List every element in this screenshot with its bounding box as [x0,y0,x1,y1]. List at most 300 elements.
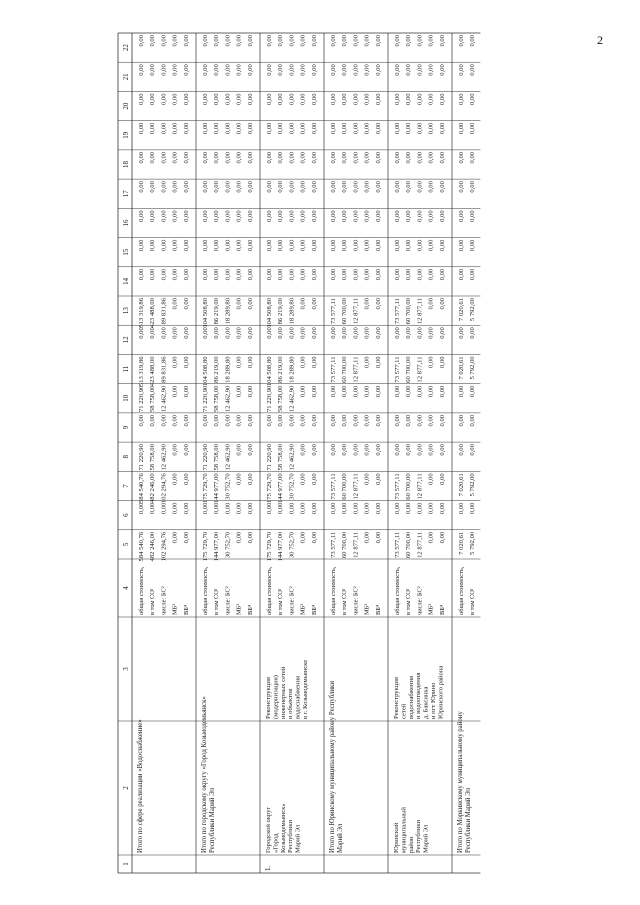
cell-value: 0,00 [182,181,190,193]
column-number: 19 [122,131,130,139]
cell-value: 0,00 [138,327,145,339]
cell-value: 58 758,00 [277,444,285,471]
cell-value: 0,00 [363,473,371,485]
column-number: 17 [122,190,130,198]
cell-value: 0,00 [330,181,337,193]
funding-label: в том СО¹ [469,588,477,615]
cell-value: 0,00 [394,444,401,456]
column-number: 6 [122,513,130,517]
cell-value: 0,00 [171,502,179,515]
cell-value: 58 758,00 [149,444,157,471]
cell-value: 0,00 [352,64,360,76]
cell-value: 12 462,90 [224,385,232,413]
cell-value: 0,00 [213,414,221,427]
cell-value: 0,00 [288,210,296,222]
cell-value: 0,00 [266,181,273,193]
funding-label: числе: БС² [416,586,424,615]
cell-value: 0,00 [416,239,424,252]
funding-label: ВБ⁴ [438,604,446,615]
cell-value: 0,00 [469,64,477,76]
funding-label: общая стоимость, [266,566,273,615]
cell-value: 0,00 [341,268,349,281]
column-number: 2 [122,786,130,790]
cell-value: 0,00 [213,35,221,47]
cell-value: 0,00 [224,93,232,105]
cell-value: 0,00 [182,385,190,398]
cell-value: 0,00 [330,210,337,222]
cell-value: 0,00 [310,93,318,105]
cell-value: 0,00 [405,93,413,105]
cell-value: 0,00 [277,327,285,339]
cell-value: 0,00 [235,64,243,76]
municipality-name: «Город [272,833,280,853]
cell-value: 423 488,00 [149,356,157,387]
cell-value: 0,00 [202,239,209,252]
cell-value: 0,00 [458,122,465,135]
cell-value: 0,00 [202,64,209,76]
cell-value: 0,00 [363,151,371,164]
cell-value: 0,00 [394,35,401,47]
cell-value: 0,00 [330,122,337,135]
cell-value: 0,00 [246,122,254,135]
cell-value: 58 758,00 [277,385,285,413]
cell-value: 0,00 [438,444,446,456]
cell-value: 0,00 [213,268,221,281]
cell-value: 175 729,70 [202,473,209,504]
cell-value: 0,00 [469,239,477,252]
cell-value: 0,00 [235,502,243,515]
cell-value: 12 877,11 [416,531,424,558]
cell-value: 73 577,11 [394,473,401,500]
municipality-name: Козьмодемьянск» [279,803,287,853]
cell-value: 0,00 [277,151,285,164]
cell-value: 5 792,00 [469,531,477,555]
cell-value: 73 577,11 [394,531,401,558]
cell-value: 0,00 [299,122,307,135]
cell-value: 0,00 [235,531,243,544]
cell-value: 0,00 [138,268,145,281]
column-number: 10 [122,394,130,402]
cell-value: 0,00 [416,502,424,515]
cell-value: 0,00 [182,356,190,368]
column-number: 4 [122,586,130,590]
cell-value: 0,00 [352,385,360,398]
cell-value: 0,00 [374,327,382,339]
cell-value: 60 700,00 [405,531,413,559]
cell-value: 0,00 [224,210,232,222]
cell-value: 0,00 [160,93,168,105]
cell-value: 0,00 [330,327,337,339]
cell-value: 0,00 [330,385,337,398]
cell-value: 0,00 [427,268,435,281]
cell-value: 0,00 [427,210,435,222]
cell-value: 0,00 [299,473,307,485]
cell-value: 60 700,00 [405,356,413,383]
cell-value: 0,00 [469,181,477,193]
cell-value: 0,00 [299,93,307,105]
cell-value: 0,00 [458,239,465,252]
cell-value: 0,00 [416,64,424,76]
cell-value: 0,00 [224,64,232,76]
cell-value: 0,00 [182,93,190,105]
cell-value: 0,00 [202,414,209,427]
cell-value: 0,00 [213,210,221,222]
cell-value: 0,00 [235,93,243,105]
cell-value: 0,00 [202,93,209,105]
project-name: д. Баксинка [422,686,430,719]
cell-value: 0,00 [374,268,382,281]
cell-value: 0,00 [458,210,465,222]
funding-label: МБ³ [235,603,243,615]
cell-value: 0,00 [352,181,360,193]
cell-value: 0,00 [171,473,179,485]
cell-value: 0,00 [149,93,157,105]
cell-value: 12 462,90 [288,444,296,471]
cell-value: 0,00 [171,444,179,456]
cell-value: 0,00 [363,531,371,544]
cell-value: 0,00 [171,122,179,135]
cell-value: 0,00 [363,298,371,310]
cell-value: 104 508,80 [202,298,209,328]
cell-value: 175 729,70 [266,473,273,504]
column-number: 3 [122,667,130,671]
cell-value: 0,00 [310,151,318,164]
cell-value: 73 577,11 [330,298,337,325]
cell-value: 0,00 [438,64,446,76]
cell-value: 0,00 [438,531,446,544]
cell-value: 58 758,00 [213,444,221,471]
cell-value: 0,00 [352,35,360,47]
cell-value: 0,00 [363,327,371,339]
cell-value: 0,00 [213,122,221,135]
cell-value: 0,00 [394,122,401,135]
cell-value: 0,00 [427,473,435,485]
cell-value: 0,00 [182,122,190,135]
cell-value: 0,00 [416,327,424,339]
cell-value: 0,00 [438,298,446,310]
funding-label: числе: БС² [160,586,168,615]
cell-value: 0,00 [171,181,179,193]
cell-value: 5 792,00 [469,473,477,497]
cell-value: 0,00 [405,414,413,427]
cell-value: 0,00 [171,210,179,222]
funding-label: ВБ⁴ [310,604,318,615]
cell-value: 0,00 [458,385,465,398]
project-name: в г. Козьмодемьянске [302,659,309,719]
cell-value: 0,00 [235,239,243,252]
cell-value: 0,00 [246,93,254,105]
cell-value: 175 729,70 [266,531,273,562]
cell-value: 0,00 [341,502,349,515]
cell-value: 0,00 [277,181,285,193]
cell-value: 30 752,70 [288,531,296,559]
cell-value: 0,00 [266,502,273,515]
cell-value: 0,00 [235,122,243,135]
municipality-name: Республики [287,819,295,853]
cell-value: 73 577,11 [330,473,337,500]
funding-label: в том СО¹ [149,588,157,615]
cell-value: 0,00 [458,268,465,281]
cell-value: 0,00 [427,93,435,105]
cell-value: 0,00 [299,268,307,281]
cell-value: 0,00 [266,64,273,76]
cell-value: 0,00 [363,356,371,368]
cell-value: 144 977,00 [277,473,285,504]
cell-value: 0,00 [458,35,465,47]
cell-value: 71 220,90 [138,444,145,471]
cell-value: 0,00 [374,356,382,368]
cell-value: 0,00 [138,414,145,427]
funding-label: в том СО¹ [213,588,221,615]
cell-value: 0,00 [416,122,424,135]
group-total-title: Итого по сфере реализации «Водоснабжение» [137,719,144,853]
cell-value: 104 508,80 [266,298,273,328]
cell-value: 0,00 [149,122,157,135]
cell-value: 0,00 [224,502,232,515]
cell-value: 73 577,11 [394,298,401,325]
cell-value: 12 462,90 [160,385,168,413]
cell-value: 0,00 [341,414,349,427]
cell-value: 0,00 [266,35,273,47]
cell-value: 0,00 [438,239,446,252]
cell-value: 0,00 [277,414,285,427]
cell-value: 0,00 [416,444,424,456]
project-name: и водоотведения [415,672,423,719]
cell-value: 0,00 [149,151,157,164]
column-number: 11 [122,365,130,373]
cell-value: 0,00 [405,385,413,398]
cell-value: 0,00 [224,327,232,339]
cell-value: 0,00 [299,210,307,222]
cell-value: 0,00 [202,151,209,164]
cell-value: 0,00 [160,268,168,281]
cell-value: 0,00 [363,239,371,252]
group-total-title: Марий Эл [337,823,344,853]
cell-value: 0,00 [374,414,382,427]
funding-label: МБ³ [363,603,371,615]
cell-value: 0,00 [438,181,446,193]
project-name: водоснабжения [294,675,302,719]
cell-value: 0,00 [405,122,413,135]
cell-value: 0,00 [288,64,296,76]
cell-value: 0,00 [341,239,349,252]
cell-value: 0,00 [288,93,296,105]
cell-value: 0,00 [288,327,296,339]
cell-value: 0,00 [438,473,446,485]
cell-value: 0,00 [246,473,254,485]
cell-value: 0,00 [438,151,446,164]
cell-value: 0,00 [288,268,296,281]
cell-value: 0,00 [299,181,307,193]
cell-value: 0,00 [182,268,190,281]
cell-value: 0,00 [246,385,254,398]
cell-value: 0,00 [138,35,145,47]
municipality-name: муниципальный [400,807,408,853]
cell-value: 0,00 [235,414,243,427]
cell-value: 0,00 [171,151,179,164]
cell-value: 0,00 [330,35,337,47]
project-name: и объектов [287,688,295,719]
cell-value: 0,00 [416,414,424,427]
cell-value: 0,00 [352,93,360,105]
cell-value: 0,00 [363,122,371,135]
cell-value: 482 246,00 [149,473,157,504]
cell-value: 0,00 [138,151,145,164]
cell-value: 0,00 [224,151,232,164]
column-number: 14 [122,277,130,285]
cell-value: 0,00 [438,93,446,105]
cell-value: 0,00 [149,414,157,427]
cell-value: 0,00 [330,268,337,281]
item-number: 1. [265,865,272,871]
cell-value: 0,00 [246,64,254,76]
cell-value: 0,00 [363,64,371,76]
cell-value: 0,00 [310,502,318,515]
cell-value: 0,00 [160,35,168,47]
cell-value: 0,00 [352,122,360,135]
cell-value: 0,00 [266,93,273,105]
funding-label: общая стоимость, [330,566,337,615]
cell-value: 0,00 [363,93,371,105]
cell-value: 0,00 [138,93,145,105]
cell-value: 0,00 [363,181,371,193]
funding-label: ВБ⁴ [246,604,254,615]
cell-value: 0,00 [438,356,446,368]
cell-value: 0,00 [288,181,296,193]
cell-value: 0,00 [374,35,382,47]
cell-value: 0,00 [352,444,360,456]
cell-value: 0,00 [171,268,179,281]
cell-value: 102 294,76 [160,531,168,562]
cell-value: 0,00 [202,502,209,515]
cell-value: 60 700,00 [341,531,349,559]
cell-value: 102 294,76 [160,473,168,504]
cell-value: 0,00 [363,385,371,398]
cell-value: 0,00 [235,356,243,368]
funding-label: общая стоимость, [394,566,401,615]
cell-value: 144 977,00 [213,473,221,504]
cell-value: 0,00 [438,122,446,135]
funding-label: МБ³ [299,603,307,615]
cell-value: 0,00 [224,239,232,252]
cell-value: 0,00 [246,356,254,368]
cell-value: 0,00 [138,502,145,515]
cell-value: 0,00 [182,444,190,456]
cell-value: 0,00 [171,93,179,105]
cell-value: 0,00 [299,35,307,47]
cell-value: 0,00 [182,151,190,164]
cell-value: 0,00 [363,35,371,47]
municipality-name: Городской округ [265,806,272,853]
cell-value: 0,00 [160,502,168,515]
cell-value: 0,00 [277,122,285,135]
cell-value: 30 752,70 [288,473,296,500]
group-total-title: Итого по Юринскому муниципальному району Республики [329,681,336,853]
cell-value: 89 831,86 [160,356,168,383]
cell-value: 58 758,00 [149,385,157,413]
cell-value: 0,00 [469,327,477,339]
cell-value: 58 758,00 [213,385,221,413]
cell-value: 0,00 [310,356,318,368]
cell-value: 0,00 [213,181,221,193]
cell-value: 0,00 [288,502,296,515]
cell-value: 0,00 [246,298,254,310]
cell-value: 0,00 [427,151,435,164]
project-name: инженерных сетей [279,666,287,719]
cell-value: 60 700,00 [341,356,349,383]
cell-value: 0,00 [458,181,465,193]
cell-value: 0,00 [330,414,337,427]
cell-value: 0,00 [288,122,296,135]
cell-value: 0,00 [416,385,424,398]
cell-value: 0,00 [310,385,318,398]
cell-value: 0,00 [277,268,285,281]
cell-value: 0,00 [235,473,243,485]
cell-value: 0,00 [394,210,401,222]
cell-value: 0,00 [427,181,435,193]
cell-value: 0,00 [246,239,254,252]
cell-value: 0,00 [160,327,168,339]
cell-value: 7 020,61 [458,473,465,497]
municipality-name: Марий Эл [294,824,302,853]
cell-value: 0,00 [246,268,254,281]
cell-value: 0,00 [394,327,401,339]
cell-value: 0,00 [138,181,145,193]
cell-value: 0,00 [469,268,477,281]
cell-value: 0,00 [149,502,157,515]
cell-value: 0,00 [374,473,382,485]
cell-value: 0,00 [310,327,318,339]
cell-value: 0,00 [458,93,465,105]
cell-value: 0,00 [405,64,413,76]
cell-value: 0,00 [352,210,360,222]
cell-value: 0,00 [246,444,254,456]
cell-value: 0,00 [374,64,382,76]
cell-value: 513 319,86 [138,298,145,328]
cell-value: 0,00 [469,151,477,164]
cell-value: 71 220,90 [266,444,273,471]
cell-value: 0,00 [171,327,179,339]
cell-value: 18 289,80 [288,356,296,383]
cell-value: 0,00 [469,502,477,515]
cell-value: 0,00 [405,239,413,252]
cell-value: 0,00 [394,414,401,427]
cell-value: 0,00 [266,151,273,164]
cell-value: 0,00 [405,444,413,456]
cell-value: 0,00 [266,239,273,252]
cell-value: 0,00 [266,414,273,427]
cell-value: 0,00 [149,327,157,339]
group-total-title: Республики Марий Эл [465,787,472,853]
cell-value: 0,00 [246,531,254,544]
funding-label: МБ³ [427,603,435,615]
cell-value: 0,00 [438,268,446,281]
cell-value: 12 877,11 [352,356,360,383]
cell-value: 0,00 [202,181,209,193]
cell-value: 0,00 [235,327,243,339]
cell-value: 12 877,11 [352,298,360,325]
cell-value: 0,00 [310,268,318,281]
cell-value: 0,00 [374,181,382,193]
cell-value: 0,00 [469,385,477,398]
cell-value: 104 508,80 [266,356,273,387]
cell-value: 5 792,00 [469,356,477,380]
cell-value: 0,00 [427,385,435,398]
funding-label: ВБ⁴ [374,604,382,615]
cell-value: 0,00 [288,35,296,47]
cell-value: 86 219,00 [213,298,221,325]
cell-value: 0,00 [330,64,337,76]
